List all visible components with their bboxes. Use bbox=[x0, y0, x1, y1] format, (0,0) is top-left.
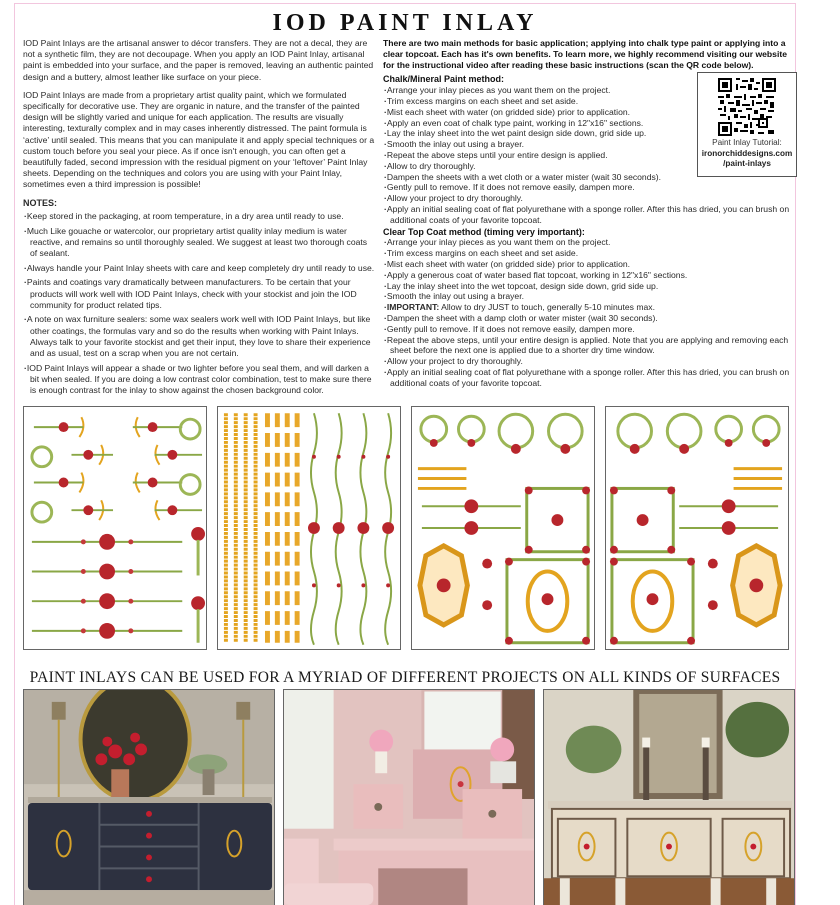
step-item: · Lay the inlay sheet into the wet paint design side down, grid side up. bbox=[383, 128, 683, 139]
notes-list bbox=[23, 211, 375, 397]
rose-garland-sheet-image bbox=[24, 407, 206, 649]
step-item: · Trim excess margins on each sheet and set aside. bbox=[383, 96, 683, 107]
important-label: IMPORTANT: bbox=[386, 302, 440, 313]
qr-url-line-1[interactable]: ironorchiddesigns.com bbox=[701, 148, 793, 158]
note-item: · A note on wax furniture sealers: some wax sealers work well with IOD Paint Inlays, but like other coatings, the formulas vary and so do the results when working with Paint Inlays. Always talk to your favorite stockist and get their input, they love to share their experience and as usual, test on a scrap when you are not certain. bbox=[23, 314, 375, 359]
page-frame bbox=[14, 3, 796, 905]
step-item: · Apply a generous coat of water based flat topcoat, working in 12"x16" sections. bbox=[383, 270, 793, 281]
qr-tutorial-box[interactable] bbox=[697, 72, 797, 177]
step-item: · Mist each sheet with water (on gridded side) prior to application. bbox=[383, 107, 683, 118]
note-item: · Keep stored in the packaging, at room temperature, in a dry area until ready to use. bbox=[23, 211, 375, 222]
notes-heading: NOTES: bbox=[23, 197, 58, 208]
wreath-frame-medallion-mirrored-sheet-image bbox=[606, 407, 788, 649]
step-item: · Repeat the above steps, until your entire design is applied. Note that you are applying and removing each sheet before the next one is applied due to a shorter dry time window. bbox=[383, 335, 793, 357]
step-item: · Lay the inlay sheet into the wet topcoat, design side down, grid side up. bbox=[383, 281, 793, 292]
step-item: · Smooth the inlay out using a brayer. bbox=[383, 139, 683, 150]
step-item: · Dampen the sheet with a damp cloth or water mister (wait 30 seconds). bbox=[383, 313, 793, 324]
step-item: · Allow your project to dry thoroughly. bbox=[383, 356, 793, 367]
inlay-sheet-2 bbox=[217, 406, 401, 650]
cream-buffet-photo bbox=[543, 689, 795, 905]
intro-paragraph-2: IOD Paint Inlays are made from a proprietary artist quality paint, which we formulated specifically for decorative use. They are organic in nature, and the transfer of the painted design will be slightly varied and unique for each application. The results are visually interesting, texturally complex and in may cases inherently distressed. The paint formula is ‘active’ until sealed. This means that you can manipulate it and apply special techniques or a custom touch before you seal your piece. As if once isn't enough, you can often get a beautifully faded, second impression with the residual pigment on your ‘leftover’ Paint Inlay sheets. Depending on the techniques and colors you are using with your Paint Inlay, sometimes even a third impression is possible! bbox=[23, 89, 375, 190]
inlay-sheet-4 bbox=[605, 406, 789, 650]
step-item: · Gently pull to remove. If it does not remove easily, dampen more. bbox=[383, 182, 683, 193]
gold-bead-vine-sheet-image bbox=[218, 407, 400, 649]
pink-vanity-photo bbox=[283, 689, 535, 905]
step-item: · Smooth the inlay out using a brayer. bbox=[383, 291, 793, 302]
page-title: IOD PAINT INLAY bbox=[272, 10, 538, 36]
step-item: · Dampen the sheets with a wet cloth or a water mister (wait 30 seconds). bbox=[383, 172, 683, 183]
projects-banner: PAINT INLAYS CAN BE USED FOR A MYRIAD OF DIFFERENT PROJECTS ON ALL KINDS OF SURFACES bbox=[29, 669, 781, 686]
important-text: Allow to dry JUST to touch, generally 5-10 minutes max. bbox=[439, 302, 655, 313]
garland-row bbox=[32, 417, 202, 522]
clear-method-heading: Clear Top Coat method (timing very important): bbox=[383, 226, 585, 237]
note-item: · Much Like gouache or watercolor, our proprietary artist quality inlay medium is water reactive, and remains so until thoroughly sealed. We suggest at least two thorough coats of sealant. bbox=[23, 226, 375, 260]
step-item: · Allow your project to dry thoroughly. bbox=[383, 193, 683, 204]
step-item: · Arrange your inlay pieces as you want them on the project. bbox=[383, 237, 793, 248]
important-step bbox=[383, 302, 793, 313]
intro-paragraph-1: IOD Paint Inlays are the artisanal answer to décor transfers. They are not a decal, they are not a synthetic film, they are not decoupage. When you apply an IOD Paint Inlay, artisanal paint is embedded into your surface, and the paper is removed, leaving an authentic painted design and a buttery, almost leather like surface on your piece. bbox=[23, 38, 374, 82]
qr-label: Paint Inlay Tutorial: bbox=[712, 138, 782, 147]
project-photos-row bbox=[23, 689, 795, 905]
note-item: · Paints and coatings vary dramatically between manufacturers. To be certain that your products will work well with IOD Paint Inlays, check with your stockist and join the IOD community for product related tips. bbox=[23, 277, 375, 311]
methods-intro: There are two main methods for basic application; applying into chalk type paint or applying into a clear topcoat. Each has it's own benefits. To learn more, we highly recommend visiting our website for the instructional video after reading these basic instructions (scan the QR code below). bbox=[383, 38, 787, 70]
step-item: · Arrange your inlay pieces as you want them on the project. bbox=[383, 85, 683, 96]
step-item: · Gently pull to remove. If it does not remove easily, dampen more. bbox=[383, 324, 793, 335]
step-item: · Mist each sheet with water (on gridded side) prior to application. bbox=[383, 259, 793, 270]
step-item: · Repeat the above steps until your entire design is applied. bbox=[383, 150, 683, 161]
inlay-sheet-3 bbox=[411, 406, 595, 650]
step-item: · Apply an even coat of chalk type paint, working in 12"x16" sections. bbox=[383, 118, 683, 129]
clear-method-steps bbox=[383, 237, 793, 388]
step-item: · Apply an initial sealing coat of flat polyurethane with a sponge roller. After this has dried, you can brush on additional coats of your favorite topcoat. bbox=[383, 367, 793, 389]
intro-column bbox=[23, 38, 375, 400]
qr-code-icon[interactable] bbox=[718, 78, 776, 136]
rose-swags bbox=[32, 527, 205, 643]
step-item: · Apply an initial sealing coat of flat polyurethane with a sponge roller. After this has dried, you can brush on additional coats of your favorite topcoat. bbox=[383, 204, 793, 226]
inlay-sheets-row bbox=[23, 406, 793, 651]
note-item: · IOD Paint Inlays will appear a shade or two lighter before you seal them, and will darken a bit when sealed. If you are doing a low contrast color combination, test to make sure there is enough contrast for the inlay to show against the chosen background color. bbox=[23, 363, 375, 397]
qr-url-line-2[interactable]: /paint-inlays bbox=[723, 159, 771, 168]
step-item: · Allow to dry thoroughly. bbox=[383, 161, 683, 172]
step-item: · Trim excess margins on each sheet and set aside. bbox=[383, 248, 793, 259]
wreath-frame-medallion-sheet-image bbox=[412, 407, 594, 649]
chalk-method-heading: Chalk/Mineral Paint method: bbox=[383, 74, 505, 85]
note-item: · Always handle your Paint Inlay sheets with care and keep completely dry until ready to use. bbox=[23, 263, 375, 274]
inlay-sheet-1 bbox=[23, 406, 207, 650]
black-sideboard-photo bbox=[23, 689, 275, 905]
